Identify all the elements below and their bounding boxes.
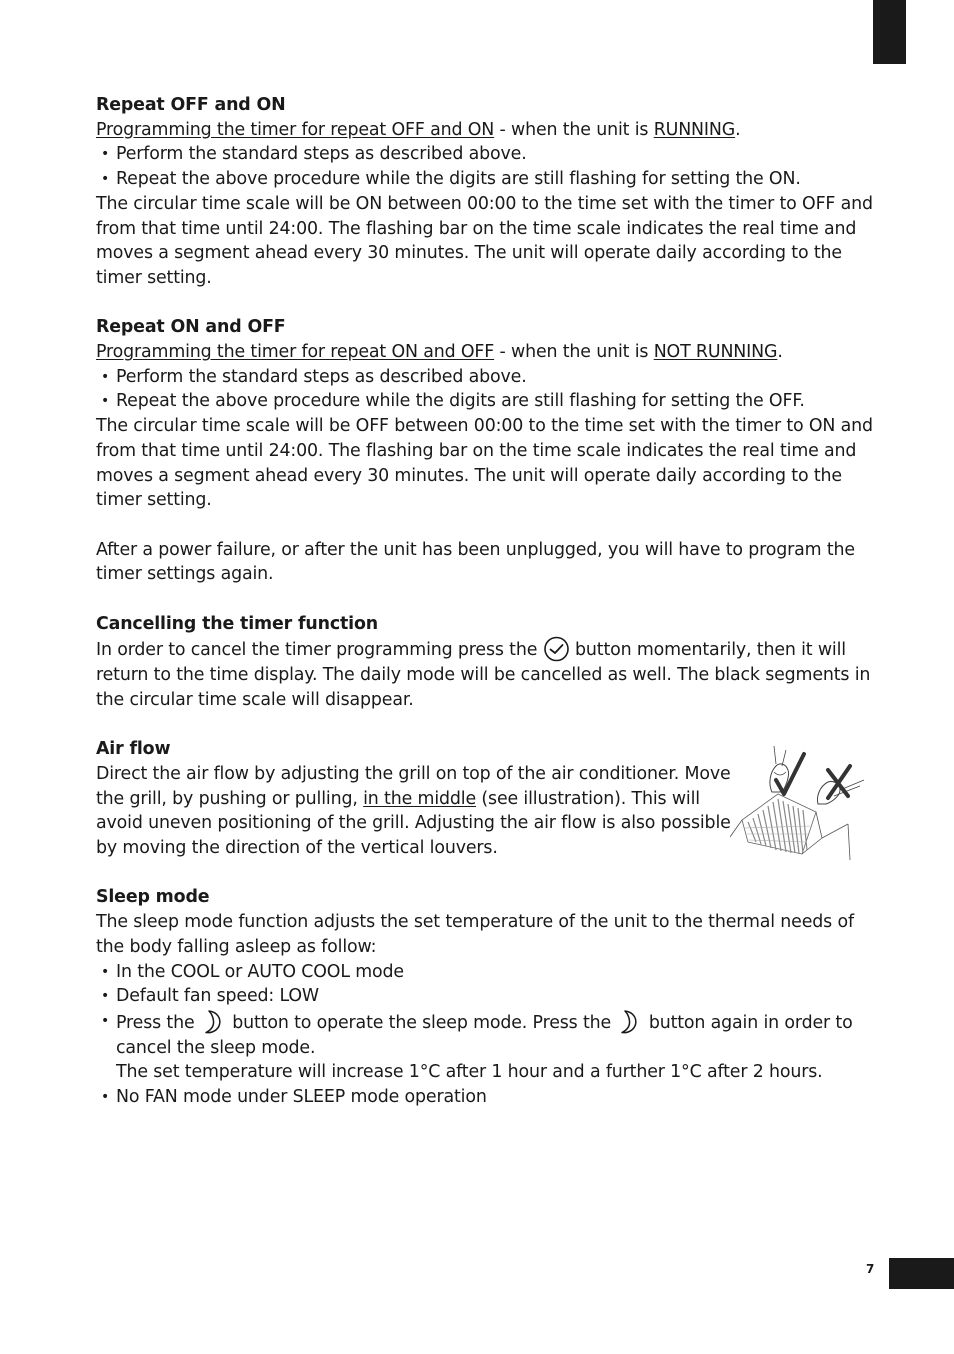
repeat-off-on-sub-state: RUNNING: [653, 119, 736, 140]
repeat-off-on-bullets: [96, 142, 886, 191]
page-tab-bottom: [889, 1258, 954, 1289]
repeat-on-off-bullets: [96, 365, 886, 414]
air-flow-link: in the middle: [363, 788, 477, 809]
repeat-on-off-sub-mid: - when the unit is: [494, 342, 654, 363]
repeat-on-off-body: The circular time scale will be OFF between 00:00 to the time set with the timer to ON and from that time until 24:00. The flashing bar on the time scale indicates the real time and moves a segment ahead every 30 minutes. The unit will operate daily according to the timer setting.: [96, 416, 873, 511]
repeat-off-on-sub-mid: - when the unit is: [494, 119, 654, 140]
repeat-on-off-subtitle: [96, 340, 886, 365]
timer-clock-icon: [543, 636, 570, 662]
cancel-timer-body: [96, 636, 886, 712]
sleep-mode-intro: The sleep mode function adjusts the set temperature of the unit to the thermal needs of the body falling asleep as follow:: [96, 912, 854, 957]
repeat-off-on-sub-end: .: [735, 119, 741, 140]
repeat-on-off-sub-link: Programming the timer for repeat ON and OFF: [96, 342, 495, 363]
bullet-item: • Repeat the above procedure while the digits are still flashing for setting the OFF.: [96, 389, 886, 414]
section-title-repeat-on-off: Repeat ON and OFF: [96, 317, 286, 338]
air-flow-text-a: Direct the air flow by adjusting the grill on top of the air conditioner. Move the grill, by pushing or pulling,: [96, 763, 731, 809]
section-title-repeat-off-on: Repeat OFF and ON: [96, 95, 286, 115]
bullet-item: • No FAN mode under SLEEP mode operation: [96, 1085, 886, 1110]
bullet-item: • Perform the standard steps as described above.: [96, 142, 886, 167]
moon-icon: [200, 1009, 227, 1035]
repeat-off-on-subtitle: [96, 118, 886, 143]
bullet-item: [96, 1009, 886, 1060]
bullet-item: • Default fan speed: LOW: [96, 984, 886, 1009]
repeat-on-off-sub-state: NOT RUNNING: [653, 342, 778, 363]
sleep-text-b: button to operate the sleep mode. Press the: [226, 1012, 617, 1033]
sleep-text-c: button again in order to cancel the sleep mode.: [116, 1012, 853, 1058]
grill-adjustment-illustration: [730, 742, 870, 864]
cancel-timer-text-b: button momentarily, then it will return to the time display. The daily mode will be cancelled as well. The black segments in the circular time scale will disappear.: [96, 640, 871, 710]
section-title-air-flow: Air flow: [96, 739, 171, 760]
bullet-item: • Repeat the above procedure while the digits are still flashing for setting the ON.: [96, 167, 886, 192]
bullet-item: • In the COOL or AUTO COOL mode: [96, 960, 886, 985]
air-flow-body: [96, 762, 736, 861]
bullet-item: • Perform the standard steps as described above.: [96, 365, 886, 390]
moon-icon: [616, 1009, 643, 1035]
section-title-cancel-timer: Cancelling the timer function: [96, 613, 379, 634]
repeat-off-on-sub-link: Programming the timer for repeat OFF and ON: [96, 119, 495, 140]
cancel-timer-text-a: In order to cancel the timer programming press the: [96, 640, 543, 661]
repeat-on-off-sub-end: .: [777, 342, 783, 363]
page-tab-top: [873, 0, 906, 64]
manual-content: [96, 93, 886, 1110]
section-title-sleep-mode: Sleep mode: [96, 887, 210, 908]
sleep-text-a: Press the: [116, 1012, 200, 1033]
power-failure-note: After a power failure, or after the unit has been unplugged, you will have to program the timer settings again.: [96, 539, 855, 585]
sleep-mode-note: The set temperature will increase 1°C after 1 hour and a further 1°C after 2 hours.: [116, 1062, 823, 1083]
page-number: 7: [866, 1262, 875, 1276]
sleep-mode-bullets-2: [96, 1085, 886, 1110]
repeat-off-on-body: The circular time scale will be ON between 00:00 to the time set with the timer to OFF and from that time until 24:00. The flashing bar on the time scale indicates the real time and moves a segment ahead every 30 minutes. The unit will operate daily according to the timer setting.: [96, 193, 873, 288]
air-flow-text-b: (see illustration). This will avoid uneven positioning of the grill. Adjusting the air flow is also possible by moving the direction of the vertical louvers.: [96, 788, 731, 859]
sleep-mode-bullets: [96, 960, 886, 1061]
